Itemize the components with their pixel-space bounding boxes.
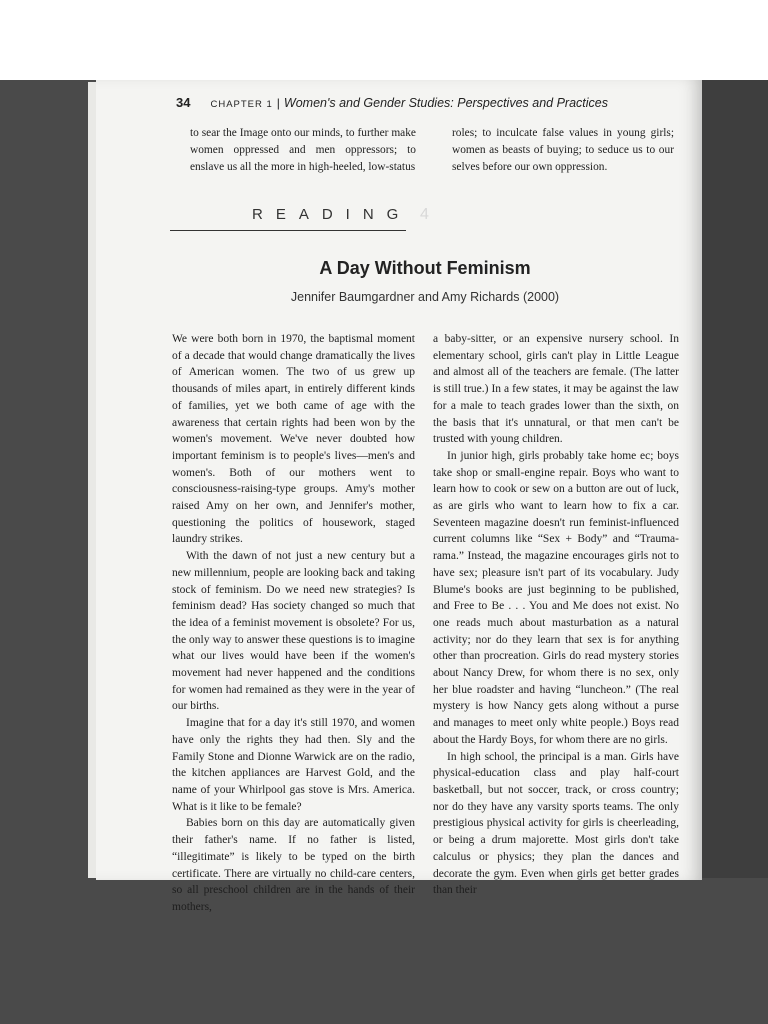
paragraph: Imagine that for a day it's still 1970, and women have only the rights they had then. Sly and the Family Stone and Dionne Warwick are on the radio, the kitchen appliances are Harvest Gold, and the name of your Whirlpool gas stove is Mrs. America. What is it like to be female?	[172, 717, 415, 813]
running-header	[176, 94, 608, 112]
paragraph: We were both born in 1970, the baptismal moment of a decade that would change dramatically the lives of American women. The two of us grew up thousands of miles apart, in entirely different kinds of families, yet we both came of age with the awareness that certain rights had been won by the women's movement. We've never doubted how important feminism is to people's lives—men's and women's. Both of our mothers went to consciousness-raising-type groups. Amy's mother raised Amy on her own, and Jennifer's mother, questioning the politics of housework, staged laundry strikes.	[172, 333, 415, 546]
scan-background-left	[0, 80, 100, 880]
article-title: A Day Without Feminism	[319, 258, 531, 278]
article-left-column	[172, 331, 415, 916]
paragraph: Babies born on this day are automatically given their father's name. If no father is listed, “illegitimate” is likely to be typed on the birth certificate. There are virtually no child-care centers, so all preschool children are in the hands of their mothers,	[172, 817, 415, 913]
paragraph: With the dawn of not just a new century but a new millennium, people are looking back and taking stock of feminism. Do we need new strategies? Is feminism dead? Has society changed so much that the idea of a feminist movement is obsolete? For us, the only way to answer these questions is to imagine what our lives would have been if the women's movement had never happened and the conditions for women had remained as they were in the year of our births.	[172, 550, 415, 713]
previous-text-right-column	[452, 125, 674, 177]
section-divider	[170, 230, 406, 231]
chapter-label: CHAPTER 1	[210, 99, 273, 110]
article-authors: Jennifer Baumgardner and Amy Richards (2000)	[290, 290, 560, 304]
previous-text-left-column	[190, 125, 416, 177]
chapter-title: Women's and Gender Studies: Perspectives and Practices	[283, 96, 608, 110]
scan-background-right	[700, 80, 768, 880]
page-number: 34	[176, 95, 191, 110]
previous-text-right: roles; to inculcate false values in young girls; women as beasts of buying; to seduce us to our selves before our own oppression.	[452, 127, 674, 174]
scan-background-top	[0, 0, 768, 82]
paragraph: In junior high, girls probably take home ec; boys take shop or small-engine repair. Boys who want to learn how to cook or sew on a button are out of luck, as are girls who want to learn how to fix a car. Seventeen magazine doesn't run feminist-influenced current columns like “Sex + Body” and “Trauma-rama.” Instead, the magazine encourages girls not to have sex; pleasure isn't part of its vocabulary. Judy Blume's books are just beginning to be published, and Free to Be . . . You and Me does not exist. No one reads much about masturbation as a natural activity; nor do they learn that sex is for anything other than procreation. Girls do read mystery stories about Nancy Drew, for whom there is no sex, only her blue roadster and having “luncheon.” (The real mystery is how Nancy gets along without a purse and manages to meet only white people.) Boys read about the Hardy Boys, for whom there are no girls.	[433, 449, 679, 746]
article-right-column	[433, 331, 679, 899]
header-separator: |	[276, 96, 280, 110]
reading-label: READING	[252, 206, 412, 223]
previous-text-left: to sear the Image onto our minds, to further make women oppressed and men oppressors; to enslave us all the more in high-heeled, low-status	[190, 127, 416, 174]
reading-number: 4	[420, 206, 429, 223]
paragraph: a baby-sitter, or an expensive nursery school. In elementary school, girls can't play in Little League and almost all of the teachers are female. (The latter is still true.) In a few states, it may be against the law for a male to teach grades lower than the sixth, on the basis that it's unnatural, or that men can't be trusted with young children.	[433, 333, 679, 446]
paragraph: In high school, the principal is a man. Girls have physical-education class and play half-court basketball, but not soccer, track, or cross country; nor do they have any varsity sports teams. The only prestigious physical activity for girls is cheerleading, or being a drum majorette. Most girls don't take calculus or physics; they plan the dances and decorate the gym. Even when girls get better grades than their	[433, 750, 679, 897]
